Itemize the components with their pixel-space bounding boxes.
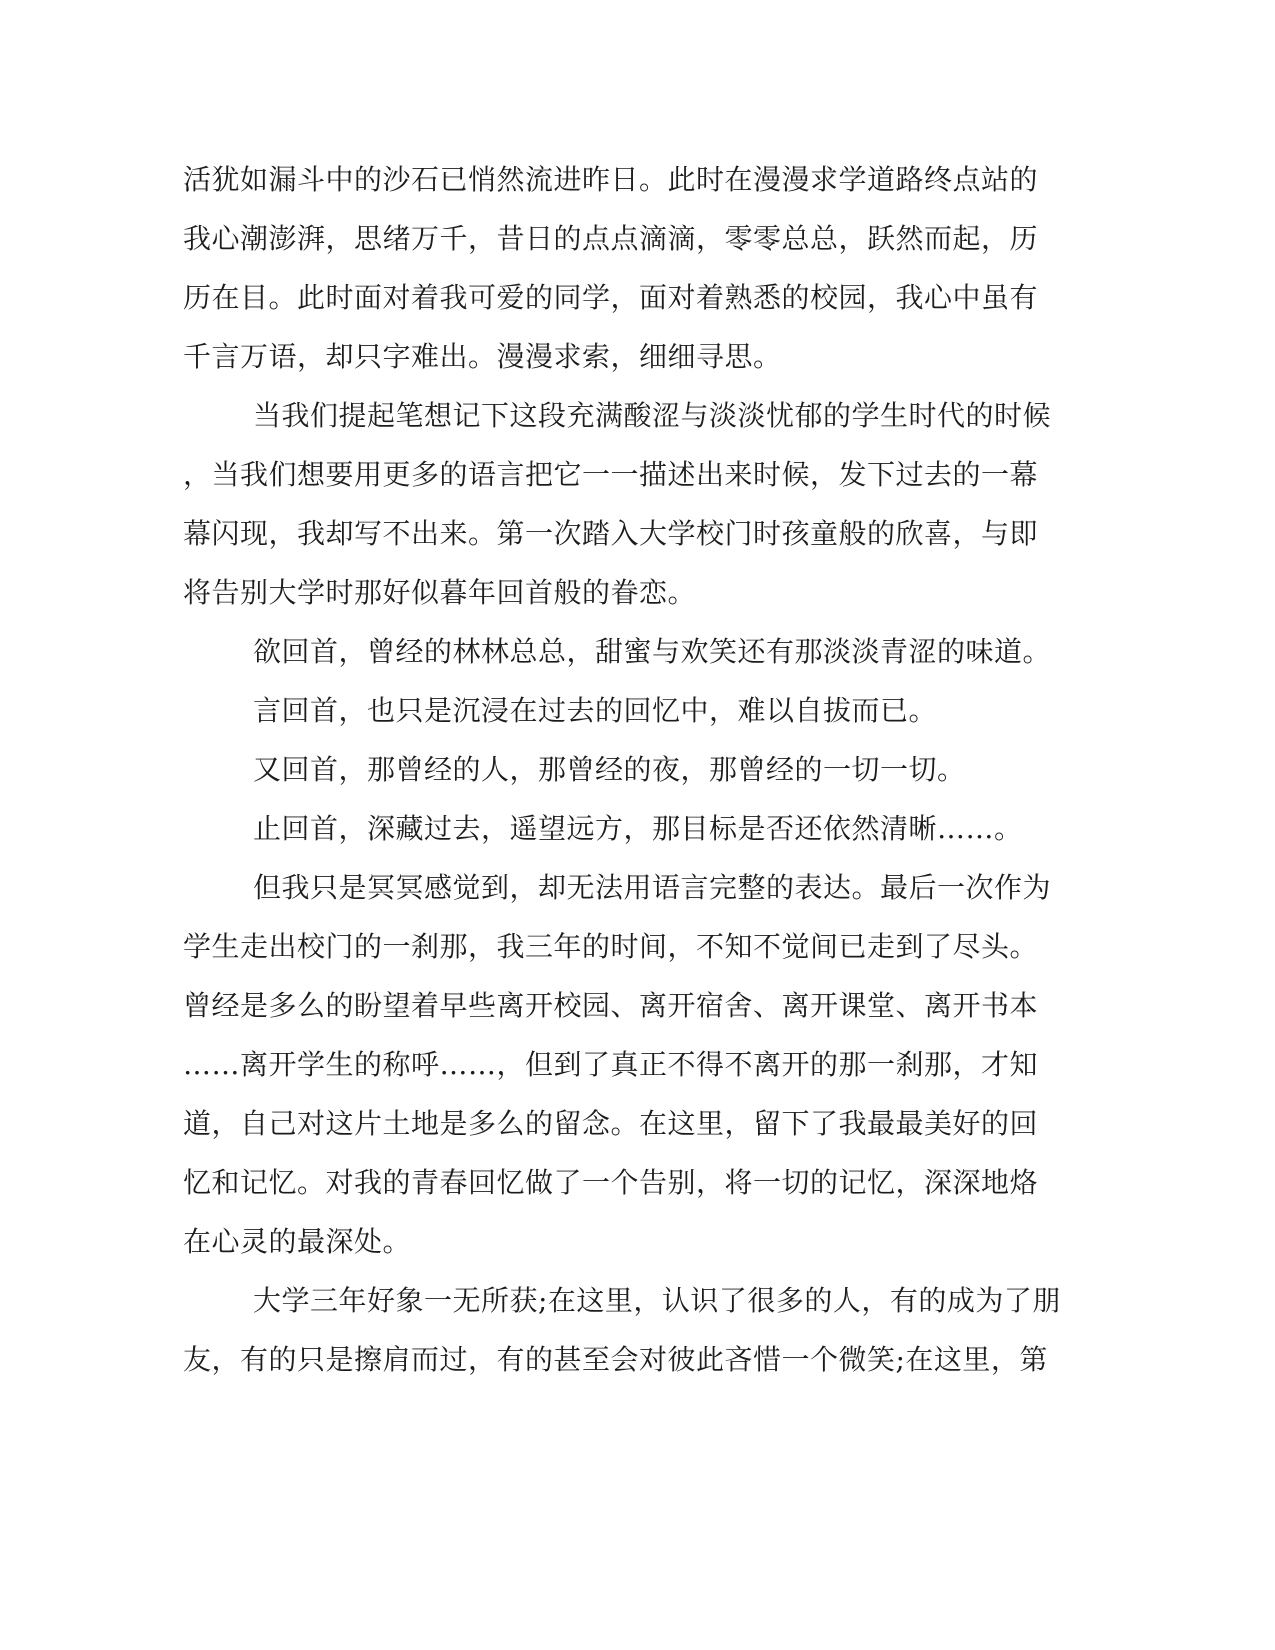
paragraph-first-line: 欲回首，曾经的林林总总，甜蜜与欢笑还有那淡淡青涩的味道。 [253,635,1052,668]
text-line: 友，有的只是擦肩而过，有的甚至会对彼此吝惜一个微笑;在这里，第 [183,1343,1048,1376]
paragraph-first-line: 止回首，深藏过去，遥望远方，那目标是否还依然清晰……。 [253,812,1023,845]
text-line: 学生走出校门的一刹那，我三年的时间，不知不觉间已走到了尽头。 [183,930,1039,963]
paragraph-first-line: 但我只是冥冥感觉到，却无法用语言完整的表达。最后一次作为 [253,871,1052,904]
text-line: ，当我们想要用更多的语言把它一一描述出来时候，发下过去的一幕 [183,458,1039,491]
paragraph-first-line: 言回首，也只是沉浸在过去的回忆中，难以自拔而已。 [253,694,938,727]
text-line: ……离开学生的称呼……，但到了真正不得不离开的那一刹那，才知 [183,1048,1039,1081]
text-line: 曾经是多么的盼望着早些离开校园、离开宿舍、离开课堂、离开书本 [183,989,1039,1022]
paragraph-first-line: 当我们提起笔想记下这段充满酸涩与淡淡忧郁的学生时代的时候 [253,399,1052,432]
text-line: 将告别大学时那好似暮年回首般的眷恋。 [183,576,697,609]
paragraph-first-line: 大学三年好象一无所获;在这里，认识了很多的人，有的成为了朋 [253,1284,1061,1317]
text-line: 忆和记忆。对我的青春回忆做了一个告别，将一切的记忆，深深地烙 [183,1166,1039,1199]
text-line: 在心灵的最深处。 [183,1225,412,1258]
text-line: 幕闪现，我却写不出来。第一次踏入大学校门时孩童般的欣喜，与即 [183,517,1039,550]
text-line: 千言万语，却只字难出。漫漫求索，细细寻思。 [183,340,782,373]
paragraph-first-line: 又回首，那曾经的人，那曾经的夜，那曾经的一切一切。 [253,753,966,786]
text-line: 活犹如漏斗中的沙石已悄然流进昨日。此时在漫漫求学道路终点站的 [183,163,1039,196]
text-line: 我心潮澎湃，思绪万千，昔日的点点滴滴，零零总总，跃然而起，历 [183,222,1039,255]
text-line: 历在目。此时面对着我可爱的同学，面对着熟悉的校园，我心中虽有 [183,281,1039,314]
text-line: 道，自己对这片土地是多么的留念。在这里，留下了我最最美好的回 [183,1107,1039,1140]
